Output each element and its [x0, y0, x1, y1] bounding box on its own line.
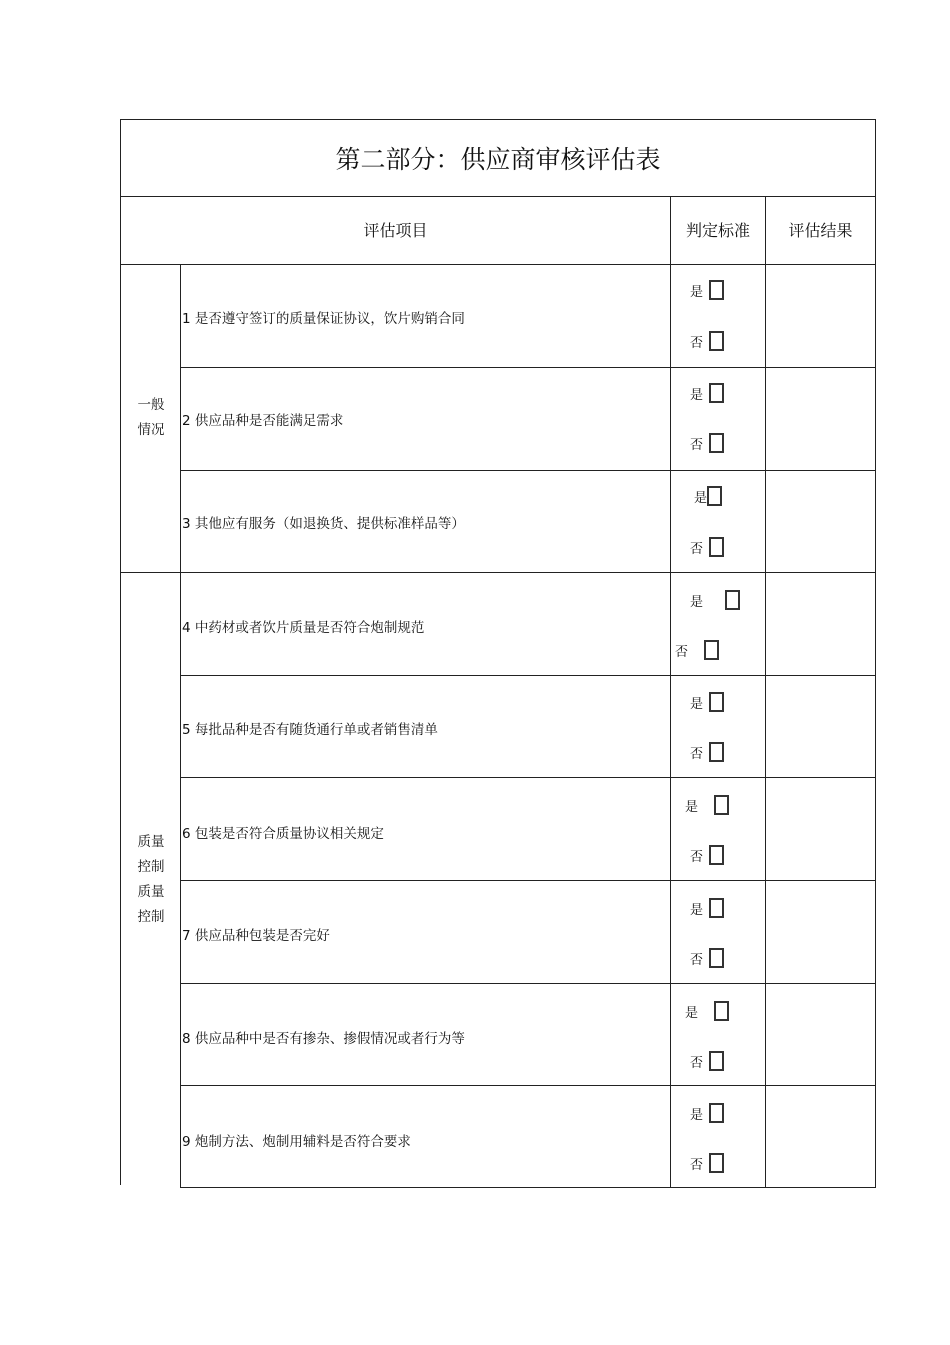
- no-checkbox[interactable]: [709, 845, 724, 865]
- yes-checkbox[interactable]: [725, 590, 740, 610]
- no-label: 否: [690, 335, 704, 351]
- no-checkbox[interactable]: [709, 331, 724, 351]
- yes-checkbox[interactable]: [714, 1001, 729, 1021]
- yes-label: 是: [685, 799, 699, 815]
- yes-checkbox[interactable]: [714, 795, 729, 815]
- item-5-no-option[interactable]: [690, 742, 724, 762]
- no-checkbox[interactable]: [704, 640, 719, 660]
- item-5-text: 5 每批品种是否有随货通行单或者销售清单: [182, 722, 438, 738]
- no-label: 否: [690, 437, 704, 453]
- yes-label: 是: [685, 1005, 699, 1021]
- header-criteria: 判定标准: [685, 221, 750, 240]
- item-1-no-option[interactable]: [690, 331, 724, 351]
- header-item: 评估项目: [363, 221, 428, 240]
- row-divider: [180, 367, 876, 368]
- category-general-line: 一般: [137, 397, 165, 413]
- no-label: 否: [690, 1055, 704, 1071]
- row-divider: [180, 983, 876, 984]
- item-4-text: 4 中药材或者饮片质量是否符合炮制规范: [182, 620, 425, 636]
- category-quality-line: 控制: [137, 909, 165, 925]
- item-7-yes-option[interactable]: [690, 898, 724, 918]
- item-6-text: 6 包装是否符合质量协议相关规定: [182, 826, 384, 842]
- category-general-line: 情况: [137, 422, 165, 438]
- yes-checkbox[interactable]: [707, 486, 722, 506]
- row-divider: [180, 572, 876, 573]
- item-6-yes-option[interactable]: [685, 795, 729, 815]
- item-3-text: 3 其他应有服务（如退换货、提供标准样品等）: [182, 516, 465, 532]
- item-8-no-option[interactable]: [690, 1051, 724, 1071]
- category-quality-line: 质量: [137, 884, 165, 900]
- item-8-yes-option[interactable]: [685, 1001, 729, 1021]
- no-label: 否: [690, 541, 704, 557]
- table-border-left: [120, 119, 121, 1185]
- title-divider: [120, 196, 876, 197]
- item-6-no-option[interactable]: [690, 845, 724, 865]
- yes-checkbox[interactable]: [709, 1103, 724, 1123]
- no-label: 否: [675, 644, 689, 660]
- item-9-yes-option[interactable]: [690, 1103, 724, 1123]
- item-4-no-option[interactable]: [675, 640, 719, 660]
- no-checkbox[interactable]: [709, 1153, 724, 1173]
- item-8-text: 8 供应品种中是否有掺杂、掺假情况或者行为等: [182, 1031, 465, 1047]
- yes-label: 是: [690, 594, 704, 610]
- row-divider: [180, 675, 876, 676]
- no-checkbox[interactable]: [709, 1051, 724, 1071]
- row-divider: [180, 777, 876, 778]
- item-3-no-option[interactable]: [690, 537, 724, 557]
- yes-checkbox[interactable]: [709, 383, 724, 403]
- yes-label: 是: [690, 696, 704, 712]
- category-quality: [122, 830, 180, 930]
- no-checkbox[interactable]: [709, 433, 724, 453]
- header-divider: [120, 264, 876, 265]
- table-border-right: [875, 119, 876, 1188]
- header-result: 评估结果: [788, 221, 853, 240]
- yes-label: 是: [690, 1107, 704, 1123]
- item-2-yes-option[interactable]: [690, 383, 724, 403]
- table-border-bottom: [180, 1187, 876, 1188]
- no-label: 否: [690, 849, 704, 865]
- no-label: 否: [690, 746, 704, 762]
- form-title: 第二部分：供应商审核评估表: [335, 145, 661, 174]
- item-1-text: 1 是否遵守签订的质量保证协议，饮片购销合同: [182, 311, 465, 327]
- category-divider: [120, 572, 181, 573]
- yes-checkbox[interactable]: [709, 692, 724, 712]
- row-divider: [180, 1085, 876, 1086]
- yes-label: 是: [694, 490, 708, 506]
- item-1-yes-option[interactable]: [690, 280, 724, 300]
- category-quality-line: 质量: [137, 834, 165, 850]
- item-7-text: 7 供应品种包装是否完好: [182, 928, 330, 944]
- no-label: 否: [690, 952, 704, 968]
- category-general: [122, 393, 180, 443]
- item-4-yes-option[interactable]: [690, 590, 740, 610]
- item-2-no-option[interactable]: [690, 433, 724, 453]
- criteria-column-line: [670, 196, 671, 1188]
- category-column-line: [180, 264, 181, 1188]
- yes-label: 是: [690, 284, 704, 300]
- row-divider: [180, 880, 876, 881]
- result-column-line: [765, 196, 766, 1188]
- no-checkbox[interactable]: [709, 742, 724, 762]
- yes-checkbox[interactable]: [709, 898, 724, 918]
- yes-label: 是: [690, 387, 704, 403]
- item-9-text: 9 炮制方法、炮制用辅料是否符合要求: [182, 1134, 411, 1150]
- item-9-no-option[interactable]: [690, 1153, 724, 1173]
- no-label: 否: [690, 1157, 704, 1173]
- no-checkbox[interactable]: [709, 537, 724, 557]
- item-7-no-option[interactable]: [690, 948, 724, 968]
- yes-checkbox[interactable]: [709, 280, 724, 300]
- no-checkbox[interactable]: [709, 948, 724, 968]
- item-2-text: 2 供应品种是否能满足需求: [182, 413, 344, 429]
- category-quality-line: 控制: [137, 859, 165, 875]
- yes-label: 是: [690, 902, 704, 918]
- item-5-yes-option[interactable]: [690, 692, 724, 712]
- table-border-top: [120, 119, 876, 120]
- item-3-yes-option[interactable]: [694, 486, 722, 506]
- row-divider: [180, 470, 876, 471]
